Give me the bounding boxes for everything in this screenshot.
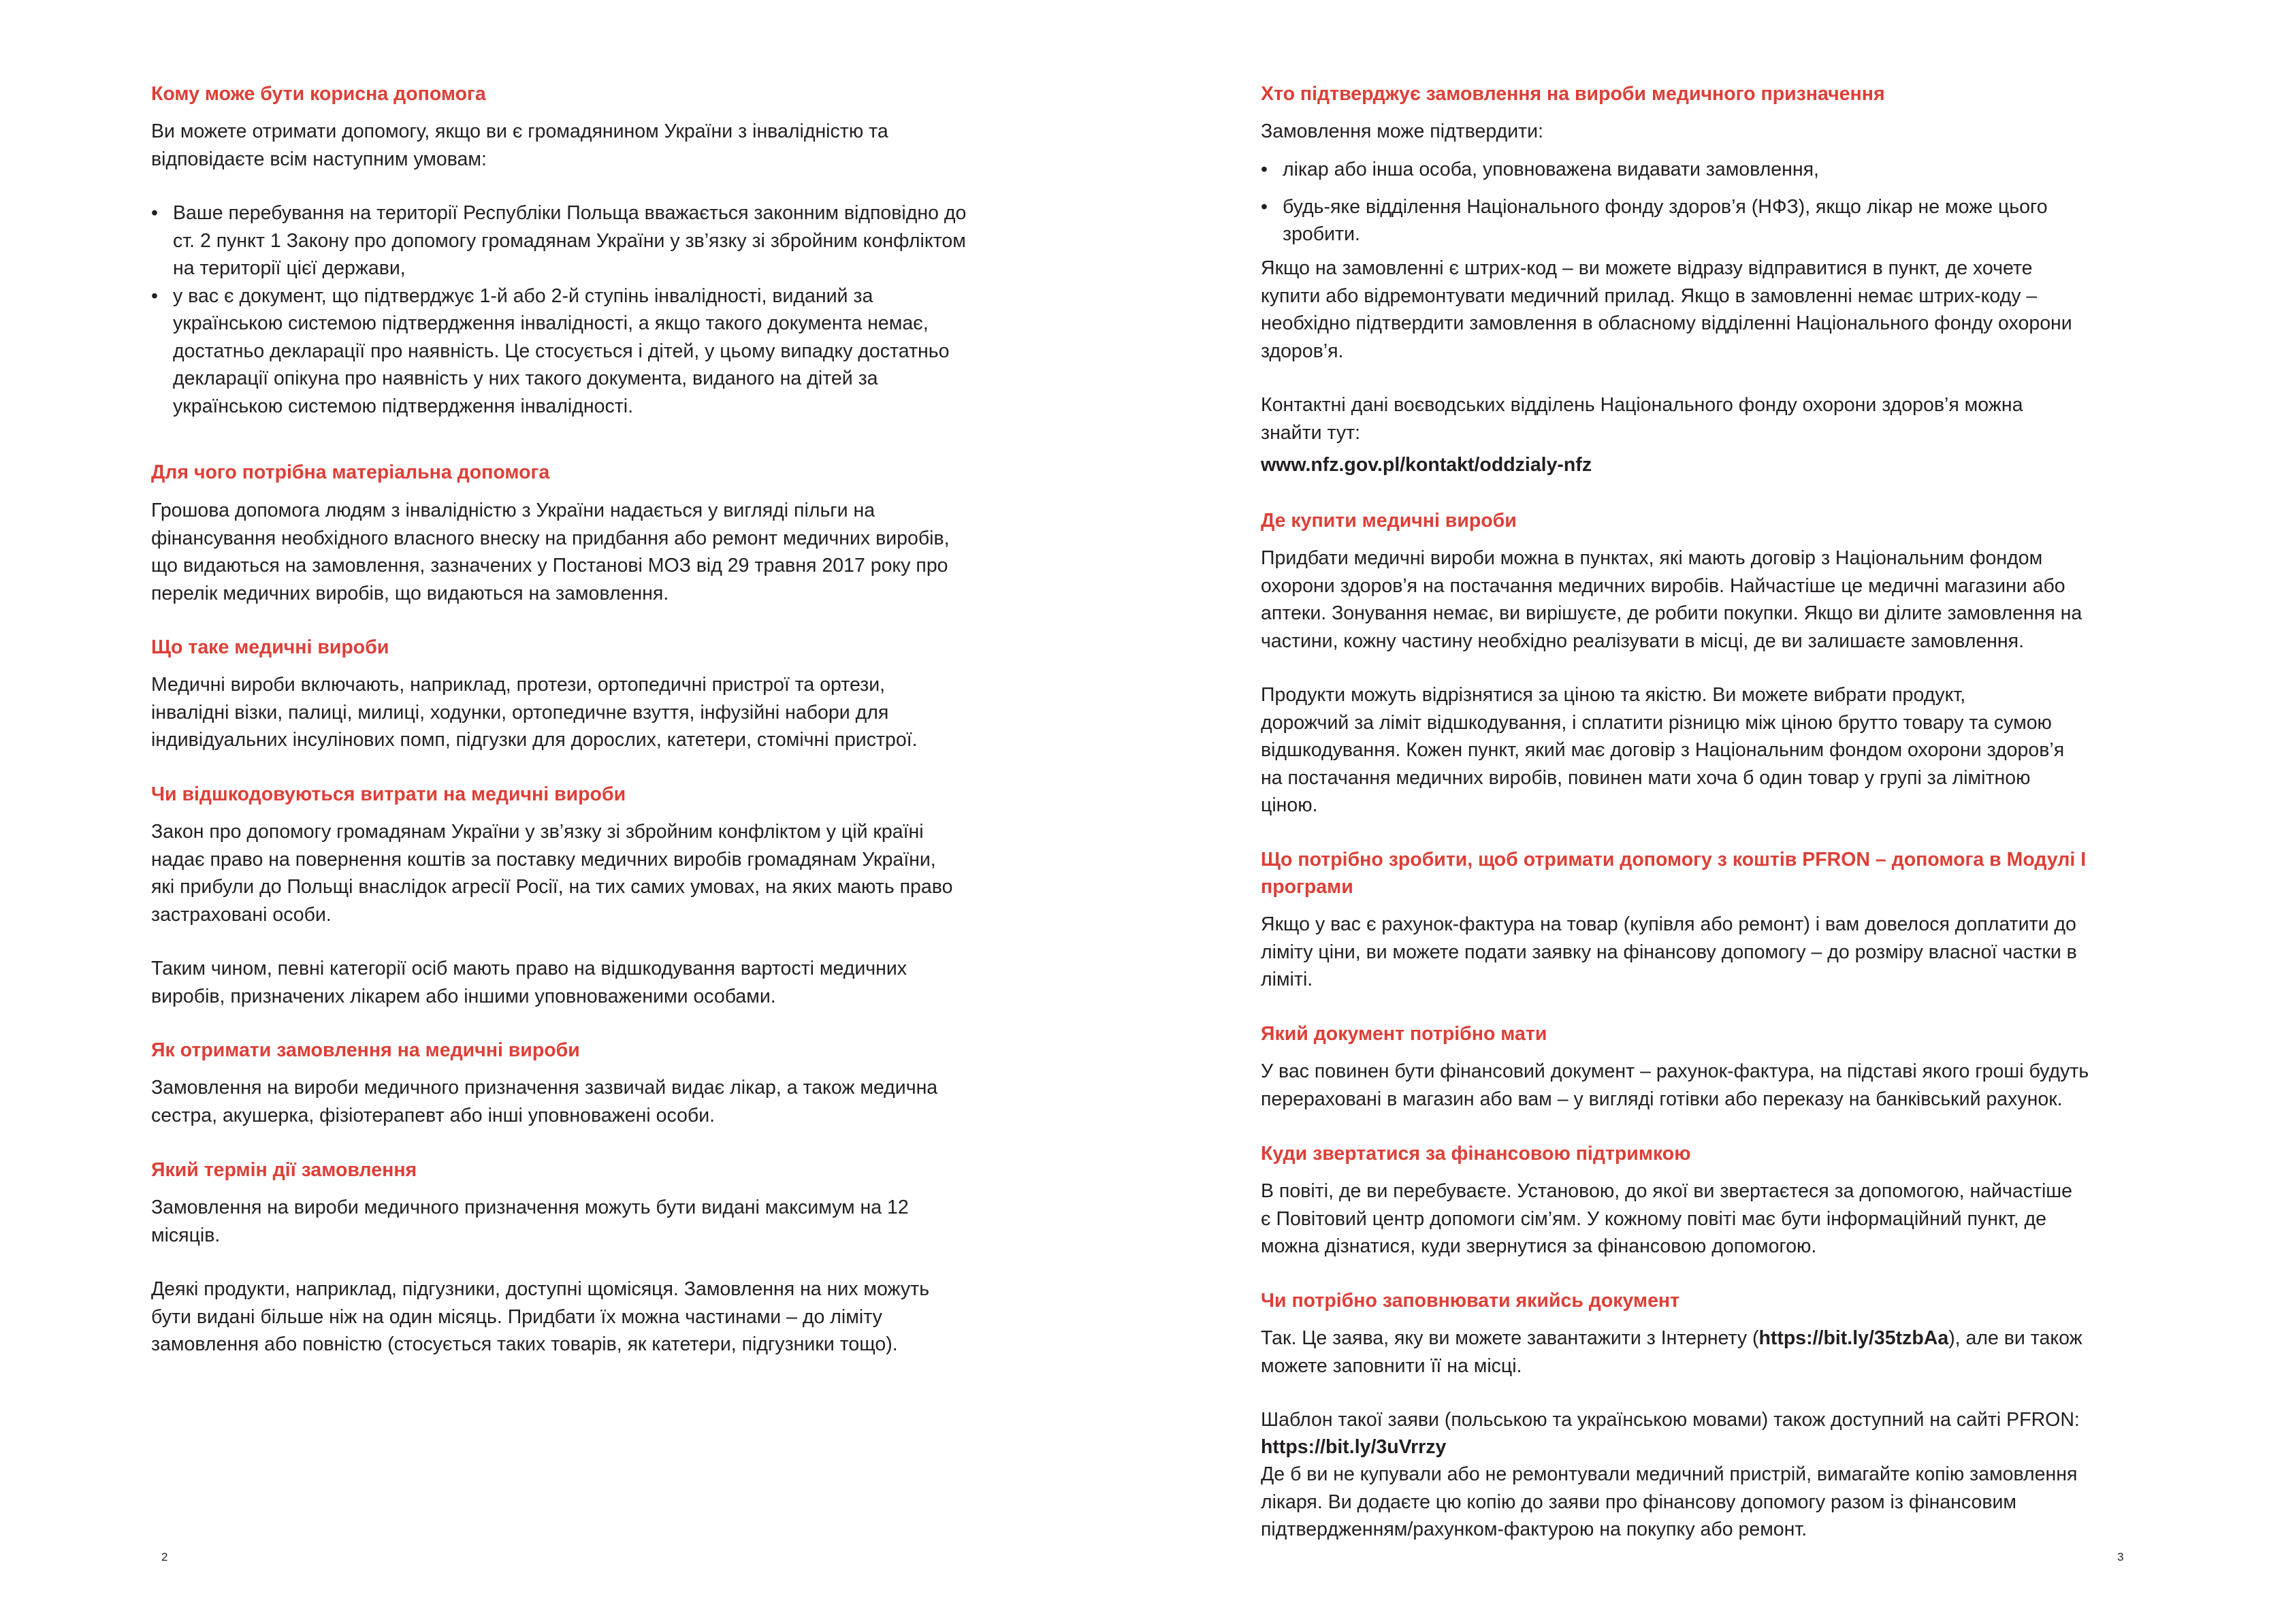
application-text-end: ), але ви також [1948,1327,2082,1349]
heading-required-document: Який документ потрібно мати [1261,1023,1547,1045]
heading-who-confirms-order: Хто підтверджує замовлення на вироби медичного призначення [1261,83,1885,105]
list-item: • у вас є документ, що підтверджує 1-й або 2-й ступінь інвалідності, виданий за українською системою підтвердження інвалідності, а якщо такого документа немає, достатньо декларації про наявність. Це стосується і дітей, у цьому випадку достатньо декларації опікуна про наявність у них такого документа, виданого на дітей за українською системою підтвердження інвалідності. [151,282,966,421]
pfron-paragraph: Якщо у вас є рахунок-фактура на товар (купівля або ремонт) і вам довелося доплатити до ліміту ціни, ви можете подати заявку на фінансову допомогу – до розміру власної частки в ліміті. [1261,913,2077,990]
application-text-start: Так. Це заява, яку ви можете завантажити з Інтернету ( [1261,1327,1759,1349]
list-item: • Ваше перебування на території Республіки Польща вважається законним відповідно до ст. 2 пункт 1 Закону про допомогу громадянам України у зв’язку зі збройним конфліктом на території цієї держави, [151,199,966,282]
heading-where-to-apply: Куди звертатися за фінансовою підтримкою [1261,1143,1691,1165]
reimbursement-paragraph-1: Закон про допомогу громадянам України у зв’язку зі збройним конфліктом у цій країні надає право на повернення коштів за поставку медичних виробів громадянам України, які прибули до Польщі внаслідок агресії Росії, на тих самих умовах, на яких мають право застраховані особи. [151,821,953,926]
barcode-paragraph: Якщо на замовленні є штрих-код – ви можете відразу відправитися в пункт, де хочете купити або відремонтувати медичний прилад. Якщо в замовленні немає штрих-коду – необхідно підтвердити замовлення в обласному відділенні Національного фонду охорони здоров’я. [1261,257,2072,362]
order-validity-paragraph-1: Замовлення на вироби медичного призначення можуть бути видані максимум на 12 місяців. [151,1197,909,1246]
eligibility-intro: Ви можете отримати допомогу, якщо ви є громадянином України з інвалідністю та відповідаєте всім наступним умовам: [151,120,888,170]
page-number-right: 3 [2117,1550,2124,1563]
heading-order-validity: Який термін дії замовлення [151,1159,417,1181]
page-number-left: 2 [161,1550,168,1563]
application-download-paragraph [1261,1325,2082,1380]
heading-why-material-help: Для чого потрібна матеріальна допомога [151,461,550,483]
template-paragraph: Шаблон такої заяви (польською та українською мовами) також доступний на сайті PFRON: [1261,1409,2080,1431]
pfron-template-link[interactable]: https://bit.ly/3uVrrzy [1261,1436,1447,1458]
heading-who-can-benefit: Кому може бути корисна допомога [151,83,486,105]
medical-devices-paragraph: Медичні вироби включають, наприклад, протези, ортопедичні пристрої та ортези, інвалідні візки, палиці, милиці, ходунки, ортопедичне взуття, інфузійні набори для індивідуальних інсулінових помп, підгузки для дорослих, катетери, стомічні пристрої. [151,674,918,751]
confirm-intro: Замовлення може підтвердити: [1261,120,1544,142]
heading-how-to-get-order: Як отримати замовлення на медичні вироби [151,1039,580,1061]
heading-fill-document: Чи потрібно заповнювати якийсь документ [1261,1290,1680,1312]
list-item: • лікар або інша особа, уповноважена видавати замовлення, [1261,156,2048,184]
order-validity-paragraph-2: Деякі продукти, наприклад, підгузники, доступні щомісяця. Замовлення на них можуть бути видані більше ніж на один місяць. Придбати їх можна частинами – до ліміту замовлення або повністю (стосується таких товарів, як катетери, підгузники тощо). [151,1278,930,1355]
where-to-buy-paragraph-2: Продукти можуть відрізнятися за ціною та якістю. Ви можете вибрати продукт, дорожчий за ліміт відшкодування, і сплатити різницю між ціною брутто товару та сумою відшкодування. Кожен пункт, який має договір з Національним фондом охорони здоров’я на постачання медичних виробів, повинен мати хоча б один товар у групі за лімітною ціною. [1261,684,2065,816]
reimbursement-paragraph-2: Таким чином, певні категорії осіб мають право на відшкодування вартості медичних виробів, призначених лікарем або іншими уповноваженими особами. [151,958,907,1007]
application-text-line-2: можете заповнити її на місці. [1261,1354,1522,1377]
application-form-link[interactable]: https://bit.ly/35tzbAa [1758,1327,1949,1349]
where-to-apply-paragraph: В повіті, де ви перебуваєте. Установою, до якої ви звертаєтеся за допомогою, найчастіше є Повітовий центр допомоги сім’ям. У кожному повіті має бути інформаційний пункт, де можна дізнатися, куди звернутися за фінансовою допомогою. [1261,1180,2073,1257]
required-document-paragraph: У вас повинен бути фінансовий документ – рахунок-фактура, на підставі якого гроші будуть перераховані в магазин або вам – у вигляді готівки або переказу на банківський рахунок. [1261,1060,2089,1110]
how-to-get-order-paragraph: Замовлення на вироби медичного призначення зазвичай видає лікар, а також медична сестра, акушерка, фізіотерапевт або інші уповноважені особи. [151,1077,938,1126]
copy-of-order-paragraph: Де б ви не купували або не ремонтували медичний пристрій, вимагайте копію замовлення лікаря. Ви додаєте цю копію до заяви про фінансову допомогу разом із фінансовим підтвердженням/рахунком-фактурою на покупку або ремонт. [1261,1463,2078,1540]
heading-what-are-medical-devices: Що таке медичні вироби [151,636,389,658]
heading-reimbursement: Чи відшкодовуються витрати на медичні вироби [151,783,626,805]
contacts-paragraph: Контактні дані воєводських відділень Національного фонду охорони здоров’я можна знайти тут: [1261,394,2023,444]
confirmers-list [1261,156,2048,248]
heading-pfron-line-2: програми [1261,876,1353,898]
nfz-contacts-link[interactable]: www.nfz.gov.pl/kontakt/oddzialy-nfz [1261,454,1592,476]
material-help-paragraph: Грошова допомога людям з інвалідністю з України надається у вигляді пільги на фінансування необхідного власного внеску на придбання або ремонт медичних виробів, що видаються на замовлення, зазначених у Постанові МОЗ від 29 травня 2017 року про перелік медичних виробів, що видаються на замовлення. [151,500,950,604]
heading-where-to-buy: Де купити медичні вироби [1261,510,1517,532]
eligibility-conditions-list [151,199,966,420]
heading-pfron-line-1: Що потрібно зробити, щоб отримати допомогу з коштів PFRON – допомога в Модулі I [1261,849,2087,871]
heading-pfron-help [1261,846,2086,900]
where-to-buy-paragraph-1: Придбати медичні вироби можна в пунктах, які мають договір з Національним фондом охорони здоров’я на постачання медичних виробів. Найчастіше це медичні магазини або аптеки. Зонування немає, ви вирішуєте, де робити покупки. Якщо ви ділите замовлення на частини, кожну частину необхідно реалізувати в місці, де ви залишаєте замовлення. [1261,547,2082,652]
list-item: • будь-яке відділення Національного фонду здоров’я (НФЗ), якщо лікар не може цього зробити. [1261,193,2048,248]
